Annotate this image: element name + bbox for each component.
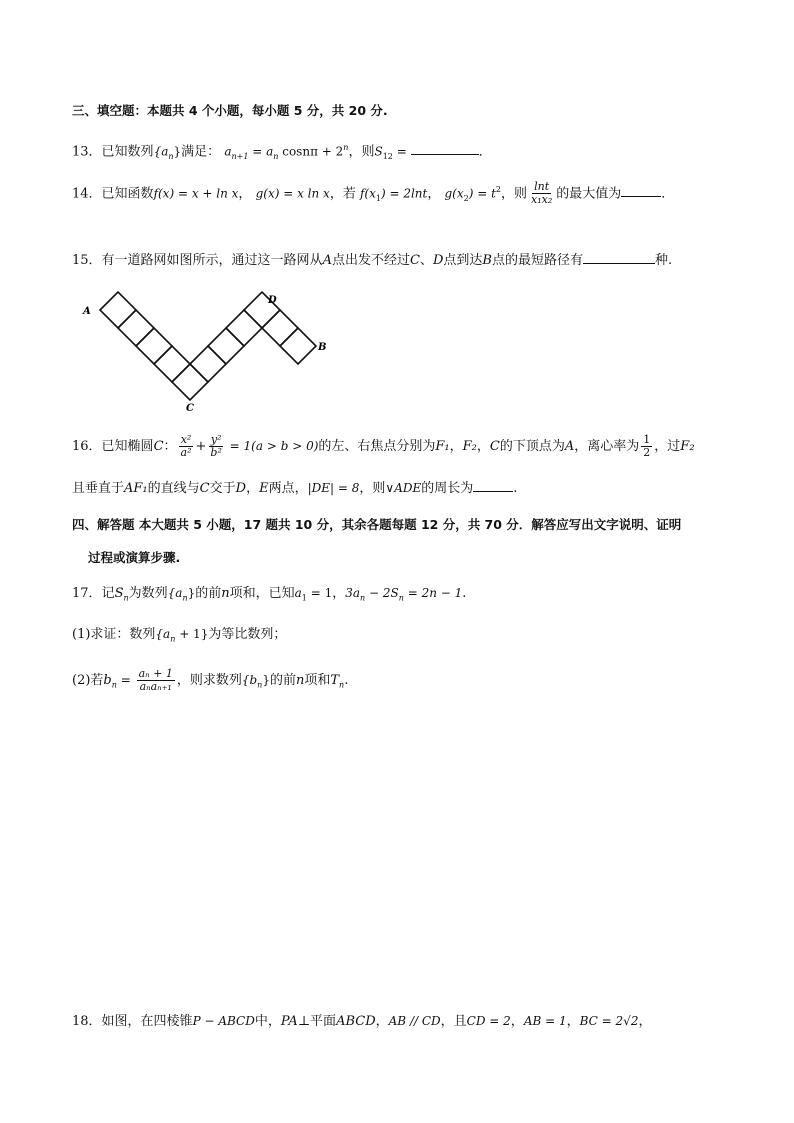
fraction-bn: $\frac{\text{aₙ + 1}}{\text{aₙaₙ₊₁}}$: [138, 667, 173, 693]
question-16-line1: 16．已知椭圆C： $\frac{\text{x²}}{\text{a²}}$ + $\frac{\text{y²}}{\text{b²}}$ = 1(a > b > 0)的左、右焦点分别为F₁，F₂，C的下顶点为A，离心率为 $\frac{1}{2}$ ，过F₂: [72, 433, 695, 459]
question-13: 13．已知数列$\{a_n\}$满足： $a_{n+1} = a_n$ $\cos n\pi + 2^n$，则$S_{12}$ = ．: [72, 143, 492, 161]
grid-square: [262, 310, 298, 346]
fraction-x2-a2: $\frac{\text{x²}}{\text{a²}}$: [180, 433, 192, 459]
road-network-figure: [80, 285, 340, 415]
answer-blank-15[interactable]: [583, 251, 655, 264]
answer-blank-14[interactable]: [621, 184, 661, 197]
question-15: 15．有一道路网如图所示，通过这一路网从A点出发不经过C、D点到达B点的最短路径有 种.: [72, 253, 673, 268]
fraction-one-half: $\frac{1}{2}$: [643, 433, 651, 459]
fraction-lnt: $\frac{\ln t}{\text{x₁x₂}}$: [531, 180, 553, 207]
label-c: C: [186, 403, 194, 414]
question-17-part2: (2)若$b_n$ = $\frac{\text{aₙ + 1}}{\text{aₙaₙ₊₁}}$ ，则求数列$\{b_n\}$的前n项和$T_n$.: [72, 667, 349, 693]
question-14: 14．已知函数f(x) = x + ln x， g(x) = x ln x，若 $f(x_1) = 2\ln t$， $g(x_2) = t^2$，则 $\frac{\ln t}{\text{x₁x₂}}$ 的最大值为 ．: [72, 180, 675, 207]
label-b: B: [318, 342, 327, 353]
section4-title-cont: 过程或演算步骤.: [88, 550, 181, 565]
answer-blank-16[interactable]: [473, 479, 513, 492]
question-16-line2: 且垂直于AF₁的直线与C交于D，E两点，|DE| = 8，则∨ADE的周长为 .: [72, 481, 518, 496]
label-d: D: [268, 295, 277, 306]
grid-square: [172, 364, 208, 400]
question-17-part1: (1)求证：数列$\{a_n + 1\}$为等比数列；: [72, 627, 287, 644]
section4-title: 四、解答题 本大题共 5 小题，17 题共 10 分，其余各题每题 12 分，共 70 分．解答应写出文字说明、证明: [72, 517, 682, 532]
grid-square: [136, 328, 172, 364]
grid-square: [208, 328, 244, 364]
grid-square: [280, 328, 316, 364]
grid-square: [226, 310, 262, 346]
label-a: A: [83, 306, 91, 317]
answer-blank-13[interactable]: [411, 142, 479, 155]
grid-square: [100, 292, 136, 328]
section3-title: 三、填空题：本题共 4 个小题，每小题 5 分，共 20 分.: [72, 103, 388, 118]
fraction-y2-b2: $\frac{\text{y²}}{\text{b²}}$: [210, 433, 222, 459]
grid-square: [190, 346, 226, 382]
grid-square: [154, 346, 190, 382]
question-17: 17．记$S_n$为数列$\{a_n\}$的前n项和，已知$a_1 = 1$，$3a_n - 2S_n = 2n - 1$.: [72, 586, 467, 603]
grid-lines: [100, 292, 316, 400]
grid-square: [118, 310, 154, 346]
question-18: 18．如图，在四棱锥P − ABCD中，PA⊥平面ABCD，AB // CD，且CD = 2，AB = 1，BC = 2√2，: [72, 1014, 652, 1029]
